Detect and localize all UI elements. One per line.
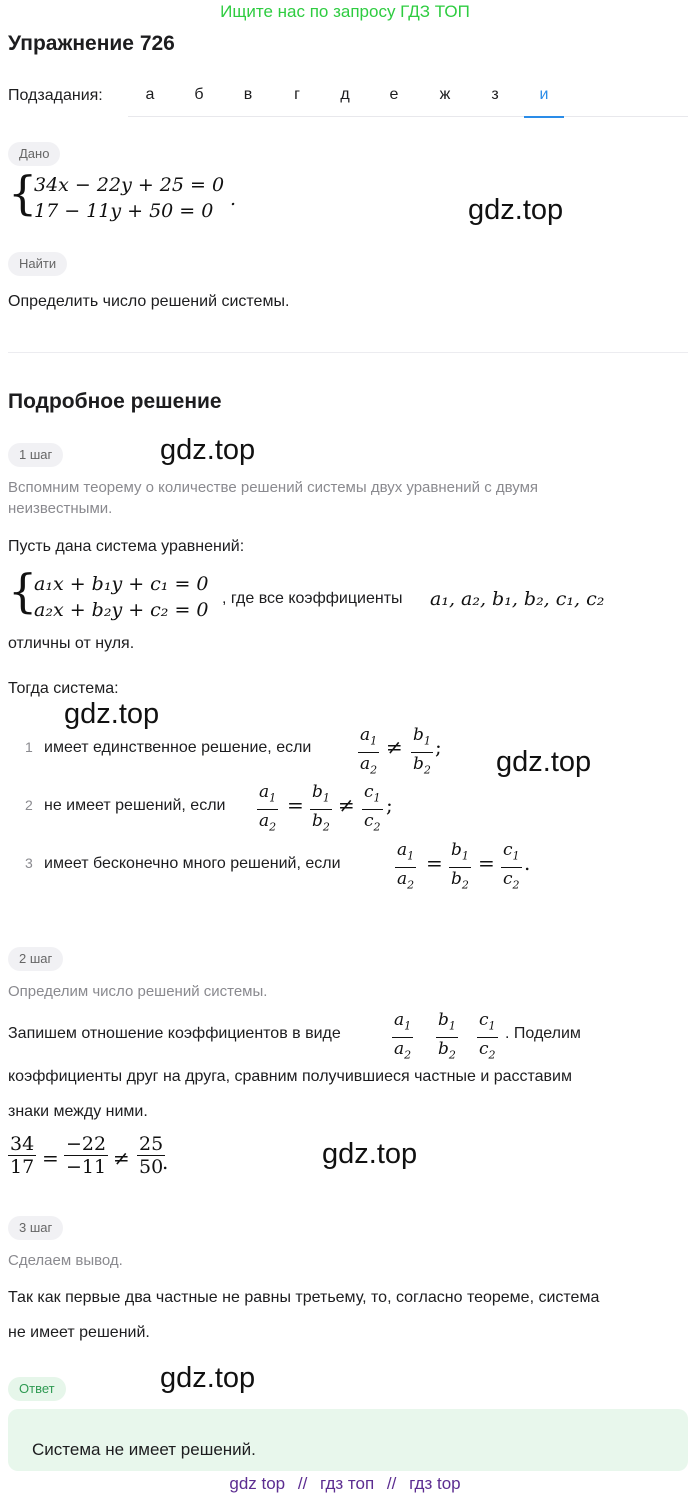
promo-link-gdz-top-mixed[interactable]: гдз top (409, 1474, 461, 1493)
subtasks-tabs (128, 78, 688, 117)
step2-badge: 2 шаг (8, 947, 63, 971)
fraction-denominator: 17 (10, 1156, 35, 1178)
step2-hint: Определим число решений системы. (8, 983, 268, 1000)
fraction-denominator: −11 (66, 1156, 107, 1178)
tab-zh[interactable]: ж (439, 86, 451, 103)
step3-line2: не имеет решений. (8, 1324, 150, 1341)
equal-sign: = (426, 851, 443, 875)
tab-v[interactable]: в (243, 86, 253, 103)
given-equation-2: 17 − 11y + 50 = 0 (34, 200, 214, 222)
promo-separator: // (297, 1474, 308, 1493)
fraction-c1-c2: $c_1$ $c_2$ (479, 1010, 496, 1062)
nonzero-text: отличны от нуля. (8, 635, 135, 652)
fraction-c1-c2: $c_1$ $c_2$ (503, 840, 520, 892)
subtasks-label: Подзадания: (8, 87, 103, 104)
equal-sign: = (42, 1146, 59, 1170)
solution-title: Подробное решение (8, 390, 222, 413)
coefficients-text: , где все коэффициенты (222, 590, 403, 607)
semicolon: ; (435, 735, 442, 759)
watermark: gdz.top (64, 698, 160, 730)
fraction-a1-a2: $a_1$ $a_2$ (259, 782, 277, 834)
fraction-numerator: 25 (139, 1133, 164, 1155)
promo-link-gdz-top-ru[interactable]: гдз топ (320, 1474, 375, 1493)
fraction-a1-a2: $a_1$ $a_2$ (360, 725, 378, 777)
fraction-a1-a2: $a_1$ $a_2$ (397, 840, 415, 892)
equal-sign: = (287, 793, 304, 817)
fraction-34-17 (8, 1133, 36, 1178)
promo-banner-bottom (0, 1474, 690, 1494)
answer-text: Система не имеет решений. (32, 1440, 256, 1459)
list-item-text: имеет бесконечно много решений, если (44, 855, 341, 872)
find-badge: Найти (8, 252, 67, 276)
step3-badge: 3 шаг (8, 1216, 63, 1240)
general-equation-2: a₂x + b₂y + c₂ = 0 (34, 599, 209, 621)
tab-e[interactable]: е (389, 86, 399, 103)
list-item-number: 2 (25, 797, 33, 813)
period: . (162, 1150, 169, 1174)
tab-a[interactable]: а (145, 86, 155, 103)
fraction-denominator: 50 (139, 1156, 164, 1178)
watermark: gdz.top (496, 746, 592, 778)
system-brace-given: { (8, 166, 38, 220)
fraction-numerator: −22 (66, 1133, 107, 1155)
tab-z[interactable]: з (491, 86, 499, 103)
equal-sign: = (478, 851, 495, 875)
tab-b[interactable]: б (194, 86, 204, 103)
list-item-text: не имеет решений, если (44, 797, 226, 814)
find-text: Определить число решений системы. (8, 293, 290, 310)
promo-separator: // (386, 1474, 397, 1493)
watermark: gdz.top (160, 434, 256, 466)
step2-line2: коэффициенты друг на друга, сравним получившиеся частные и расставим (8, 1068, 572, 1085)
watermark: gdz.top (322, 1138, 418, 1170)
period: . (524, 851, 531, 875)
fraction-b1-b2: $b_1$ $b_2$ (438, 1010, 456, 1062)
fraction-b1-b2: $b_1$ $b_2$ (451, 840, 469, 892)
list-item-number: 3 (25, 855, 33, 871)
step1-hint-line1: Вспомним теорему о количестве решений системы двух уравнений с двумя (8, 479, 539, 496)
page-title: Упражнение 726 (8, 32, 175, 55)
tab-i[interactable]: и (524, 86, 564, 118)
general-equation-1: a₁x + b₁y + c₁ = 0 (34, 573, 209, 595)
not-equal-sign: ≠ (338, 793, 355, 817)
fraction-a1-a2: $a_1$ $a_2$ (394, 1010, 412, 1062)
system-brace-general: { (8, 564, 38, 618)
fraction-numerator: 34 (10, 1133, 35, 1155)
promo-link-gdz-top[interactable]: gdz top (229, 1474, 286, 1493)
answer-badge: Ответ (8, 1377, 66, 1401)
not-equal-sign: ≠ (386, 735, 403, 759)
fraction-22-11 (64, 1133, 108, 1178)
given-badge: Дано (8, 142, 60, 166)
step3-hint: Сделаем вывод. (8, 1252, 123, 1269)
fraction-25-50 (137, 1133, 165, 1178)
step1-hint-line2: неизвестными. (8, 500, 113, 517)
fraction-b1-b2: $b_1$ $b_2$ (312, 782, 330, 834)
given-equation-1: 34x − 22y + 25 = 0 (34, 174, 225, 196)
step2-line3: знаки между ними. (8, 1103, 148, 1120)
watermark: gdz.top (468, 194, 564, 226)
given-period: . (230, 188, 237, 210)
tab-g[interactable]: г (294, 86, 300, 103)
promo-banner-top[interactable]: Ищите нас по запросу ГДЗ ТОП (220, 2, 470, 21)
watermark: gdz.top (160, 1362, 256, 1394)
tab-d[interactable]: д (340, 86, 350, 103)
not-equal-sign: ≠ (113, 1146, 130, 1170)
list-item-number: 1 (25, 739, 33, 755)
fraction-c1-c2: $c_1$ $c_2$ (364, 782, 381, 834)
list-item-text: имеет единственное решение, если (44, 739, 312, 756)
semicolon: ; (386, 793, 393, 817)
step2-line1: Запишем отношение коэффициентов в виде (8, 1025, 341, 1042)
fraction-b1-b2: $b_1$ $b_2$ (413, 725, 431, 777)
step3-line1: Так как первые два частные не равны третьему, то, согласно теореме, система (8, 1289, 600, 1306)
step2-line1-end: . Поделим (505, 1025, 581, 1042)
divider (8, 352, 688, 353)
step1-badge: 1 шаг (8, 443, 63, 467)
coefficients-list: a₁, a₂, b₁, b₂, c₁, c₂ (430, 588, 605, 610)
then-text: Тогда система: (8, 680, 119, 697)
step1-intro: Пусть дана система уравнений: (8, 538, 245, 555)
